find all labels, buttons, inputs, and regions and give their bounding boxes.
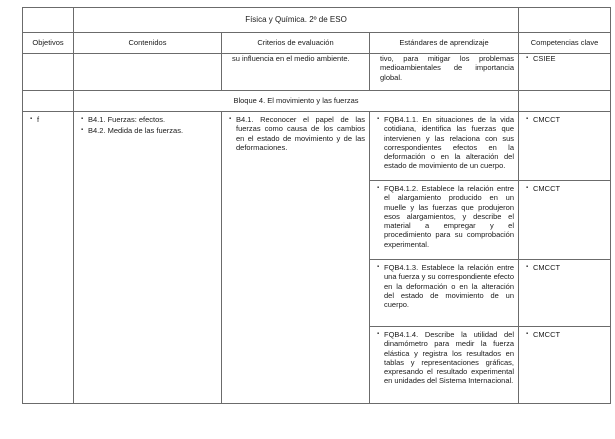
bullet-icon: ▪ <box>81 127 84 134</box>
bullet-icon: ▪ <box>526 185 529 191</box>
competencia-cell <box>519 112 611 181</box>
continuation-estandar-cell <box>370 54 519 91</box>
estandar-text: FQB4.1.4. Describe la utilidad del dinamómetro para medir la fuerza elástica y registra los resultados en tablas y representaciones gráficas, expresando el resultado experimental en unidades del Sistema Internacional. <box>384 330 515 386</box>
block-title: Bloque 4. El movimiento y las fuerzas <box>74 91 519 112</box>
empty-corner-cell <box>519 8 611 33</box>
contenido-text: B4.1. Fuerzas: efectos. <box>88 115 166 124</box>
subject-title-row <box>23 8 611 33</box>
standard-row-1 <box>23 112 611 181</box>
continuation-objetivo-cell <box>23 54 74 91</box>
header-row <box>23 33 611 54</box>
competencia-text: CMCCT <box>533 263 561 272</box>
estandar-item <box>377 263 514 309</box>
header-contenidos: Contenidos <box>74 33 222 54</box>
bullet-icon: ▪ <box>377 116 380 122</box>
continuation-criterio-cell <box>222 54 370 91</box>
objetivo-cell <box>23 112 74 404</box>
estandar-cell <box>370 181 519 260</box>
competencia-text: CSIEE <box>533 54 556 63</box>
bullet-icon: ▪ <box>377 264 380 270</box>
block-empty-cell <box>23 91 74 112</box>
header-competencias: Competencias clave <box>519 33 611 54</box>
competencia-cell <box>519 327 611 404</box>
block-title-row <box>23 91 611 112</box>
curriculum-table <box>22 7 611 404</box>
header-objetivos: Objetivos <box>23 33 74 54</box>
estandar-item <box>377 184 514 249</box>
competencia-item <box>526 115 606 124</box>
bullet-icon: ▪ <box>81 116 84 122</box>
competencia-cell <box>519 181 611 260</box>
competencia-item <box>526 263 606 272</box>
block-empty-cell <box>519 91 611 112</box>
estandar-text: FQB4.1.2. Establece la relación entre el alargamiento producido en un muelle y las fuerzas que produjeron esos alargamientos, y describe el material a empregar y el procedimiento para su comprobación experimental. <box>384 184 515 249</box>
estandar-cell <box>370 327 519 404</box>
competencia-text: CMCCT <box>533 330 561 339</box>
continuation-estandar-text: tivo, para mitigar los problemas medioambientales de importancia global. <box>380 54 515 82</box>
criterio-cell <box>222 112 370 404</box>
bullet-icon: ▪ <box>526 264 529 270</box>
contenido-text: B4.2. Medida de las fuerzas. <box>88 126 184 136</box>
continuation-criterio-text: su influencia en el medio ambiente. <box>232 54 350 63</box>
competencia-cell <box>519 260 611 327</box>
bullet-icon: ▪ <box>526 331 529 337</box>
estandar-item <box>377 330 514 386</box>
competencia-item <box>526 184 606 193</box>
bullet-icon: ▪ <box>526 116 529 122</box>
estandar-cell <box>370 260 519 327</box>
competencia-text: CMCCT <box>533 184 561 193</box>
bullet-icon: ▪ <box>229 116 232 122</box>
header-estandares: Estándares de aprendizaje <box>370 33 519 54</box>
continuation-contenidos-cell <box>74 54 222 91</box>
competencia-item <box>526 330 606 339</box>
estandar-text: FQB4.1.3. Establece la relación entre una fuerza y su correspondiente efecto en la deformación o en la alteración del estado de movimiento de un cuerpo. <box>384 263 515 310</box>
estandar-cell <box>370 112 519 181</box>
bullet-icon: ▪ <box>377 185 380 191</box>
header-criterios: Criterios de evaluación <box>222 33 370 54</box>
estandar-text: FQB4.1.1. En situaciones de la vida cotidiana, identifica las fuerzas que intervienen y las relaciona con sus correspondientes efectos en la deformación o en la alteración del estado de movimiento de un cuerpo. <box>384 115 515 171</box>
bullet-icon: ▪ <box>526 55 529 61</box>
criterio-item <box>229 115 365 152</box>
contenido-item <box>81 115 217 124</box>
bullet-icon: ▪ <box>377 331 380 337</box>
bullet-icon: ▪ <box>30 116 33 122</box>
objetivo-text: f <box>37 115 40 124</box>
competencia-item <box>526 54 606 63</box>
competencia-text: CMCCT <box>533 115 561 124</box>
objetivo-item <box>30 115 69 124</box>
continuation-competencia-cell <box>519 54 611 91</box>
empty-corner-cell <box>23 8 74 33</box>
criterio-text: B4.1. Reconocer el papel de las fuerzas como causa de los cambios en el estado de movimiento y de las deformaciones. <box>236 115 365 152</box>
contenidos-cell <box>74 112 222 404</box>
continuation-row <box>23 54 611 91</box>
estandar-item <box>377 115 514 171</box>
contenido-item <box>81 126 217 135</box>
subject-title: Física y Química. 2º de ESO <box>74 8 519 33</box>
